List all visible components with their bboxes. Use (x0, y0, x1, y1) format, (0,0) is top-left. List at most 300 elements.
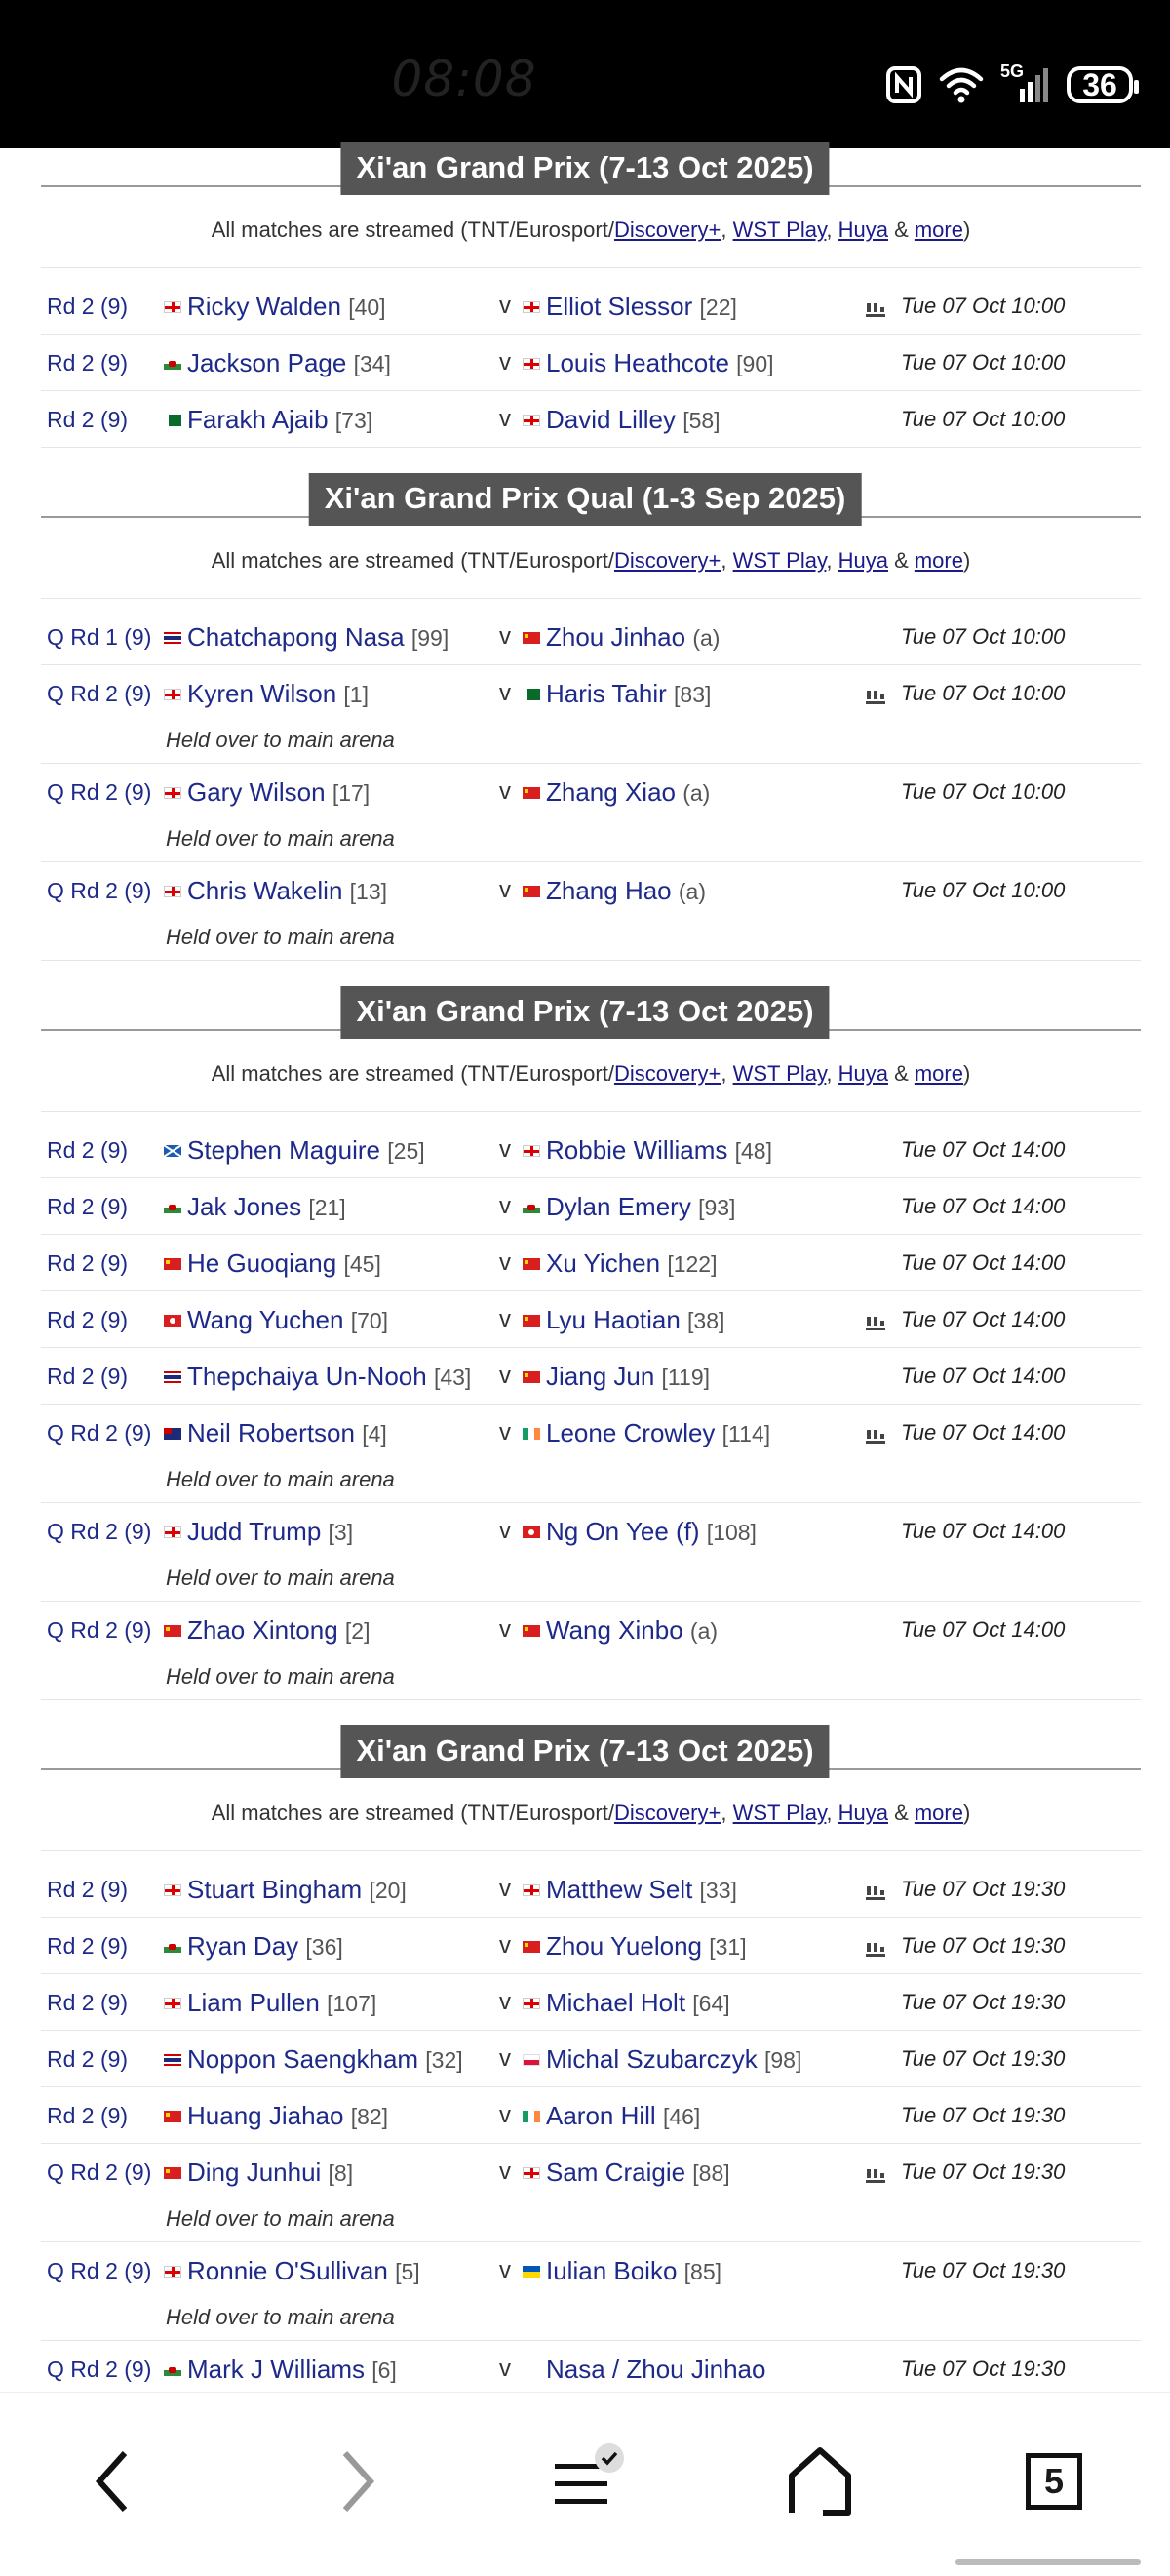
eng-flag-icon (523, 1884, 540, 1896)
wst-play-link[interactable]: WST Play (732, 1801, 827, 1825)
hkg-flag-icon (523, 1526, 540, 1538)
match-row (41, 1861, 1141, 1918)
player1-name[interactable]: Liam Pullen (187, 1988, 320, 2017)
round-link[interactable]: Q Rd 1 (9) (47, 624, 152, 650)
stream-prefix: All matches are streamed (TNT/Eurosport/ (211, 548, 614, 573)
player1-name[interactable]: Jak Jones (187, 1192, 302, 1221)
player1-name[interactable]: Farakh Ajaib (187, 405, 329, 434)
player2-rank: [64] (692, 1991, 730, 2016)
player2-rank: [22] (699, 295, 737, 320)
player2 (523, 679, 711, 709)
chn-flag-icon (523, 1315, 540, 1327)
more-link[interactable]: more (914, 548, 963, 573)
versus: v (499, 623, 511, 650)
tv-icon (866, 2161, 885, 2191)
round-link[interactable]: Q Rd 2 (9) (47, 878, 152, 903)
versus: v (499, 1193, 511, 1219)
versus: v (499, 680, 511, 706)
round-link[interactable]: Rd 2 (9) (47, 1137, 129, 1163)
player2-rank: (a) (692, 625, 721, 651)
match-time: Tue 07 Oct 14:00 (901, 1194, 1066, 1218)
wal-flag-icon (523, 1202, 540, 1213)
round-link[interactable]: Q Rd 2 (9) (47, 1420, 152, 1446)
player1 (164, 1248, 381, 1279)
stream-sep: , (721, 1801, 733, 1825)
player1-name[interactable]: Kyren Wilson (187, 679, 337, 708)
nfc-icon (885, 65, 922, 104)
player2-name[interactable]: Matthew Selt (546, 1875, 693, 1904)
discovery-link[interactable]: Discovery+ (613, 218, 722, 242)
player1 (164, 2158, 353, 2188)
chn-flag-icon (523, 1371, 540, 1383)
player1-rank: [43] (433, 1365, 472, 1390)
player1-name[interactable]: Stephen Maguire (187, 1135, 381, 1165)
eng-flag-icon (523, 1145, 540, 1157)
stream-sep: , (826, 548, 838, 573)
tv-icon (866, 296, 885, 325)
irl-flag-icon (523, 1428, 540, 1440)
player2 (523, 1931, 747, 1962)
match-note: Held over to main arena (166, 1565, 395, 1590)
wst-play-link[interactable]: WST Play (732, 548, 827, 573)
wal-flag-icon (164, 358, 181, 370)
tha-flag-icon (164, 2054, 181, 2066)
menu-button[interactable] (542, 2437, 630, 2525)
player2-name[interactable]: Ng On Yee (f) (546, 1517, 700, 1546)
player2-name[interactable]: Michael Holt (546, 1988, 686, 2017)
match-row (41, 2031, 1141, 2087)
player2 (523, 1875, 737, 1905)
player1-rank: [20] (369, 1878, 407, 1903)
versus: v (499, 877, 511, 903)
player2-name[interactable]: Nasa / Zhou Jinhao (546, 2355, 766, 2384)
match-row (41, 335, 1141, 391)
stream-sep: , (721, 1061, 733, 1086)
stream-suffix: ) (962, 548, 971, 573)
player1-name[interactable]: Mark J Williams (187, 2355, 365, 2384)
forward-arrow-icon (332, 2447, 380, 2516)
battery-icon (1067, 66, 1133, 103)
stream-suffix: ) (962, 1801, 971, 1825)
player2-name[interactable]: Zhang Xiao (546, 777, 676, 807)
round-link[interactable]: Q Rd 2 (9) (47, 1617, 152, 1643)
match-time: Tue 07 Oct 14:00 (901, 1364, 1066, 1388)
player2-rank: (a) (689, 1618, 719, 1644)
huya-link[interactable]: Huya (838, 1061, 888, 1086)
player2-rank: (a) (678, 879, 707, 904)
player2-name[interactable]: Zhou Yuelong (546, 1931, 702, 1961)
chn-flag-icon (523, 787, 540, 799)
match-note: Held over to main arena (166, 1664, 395, 1688)
stream-info (41, 1782, 1141, 1851)
round-link[interactable]: Q Rd 2 (9) (47, 681, 152, 706)
player2-rank: [83] (674, 682, 712, 707)
eng-flag-icon (164, 1998, 181, 2009)
stream-prefix: All matches are streamed (TNT/Eurosport/ (211, 1801, 614, 1825)
player2-name[interactable]: Aaron Hill (546, 2101, 656, 2130)
chn-flag-icon (164, 1625, 181, 1637)
more-link[interactable]: more (914, 1061, 963, 1086)
player2-name[interactable]: Elliot Slessor (546, 292, 693, 321)
network-type: 5G (1000, 61, 1025, 81)
match-time: Tue 07 Oct 10:00 (901, 350, 1066, 375)
stream-info (41, 199, 1141, 268)
player2 (523, 876, 706, 906)
eng-flag-icon (523, 1998, 540, 2009)
wst-play-link[interactable]: WST Play (732, 1061, 827, 1086)
eng-flag-icon (523, 358, 540, 370)
versus: v (499, 1989, 511, 2015)
player1 (164, 292, 386, 322)
sco-flag-icon (164, 1145, 181, 1157)
chn-flag-icon (164, 1258, 181, 1270)
player2-rank: [93] (698, 1195, 736, 1220)
versus: v (499, 2257, 511, 2283)
match-time: Tue 07 Oct 10:00 (901, 681, 1066, 705)
eng-flag-icon (164, 886, 181, 897)
player1-rank: [25] (387, 1138, 425, 1164)
match-row (41, 1602, 1141, 1700)
round-link[interactable]: Q Rd 2 (9) (47, 2160, 152, 2185)
player2-rank: [98] (763, 2047, 802, 2073)
player2-name[interactable]: Iulian Boiko (546, 2256, 678, 2285)
match-time: Tue 07 Oct 10:00 (901, 878, 1066, 902)
player1-rank: [99] (410, 625, 449, 651)
match-time: Tue 07 Oct 10:00 (901, 779, 1066, 804)
player1-name[interactable]: He Guoqiang (187, 1248, 337, 1278)
player2-name[interactable]: Xu Yichen (546, 1248, 661, 1278)
player1-name[interactable]: Ricky Walden (187, 292, 341, 321)
wal-flag-icon (164, 1941, 181, 1953)
player1 (164, 2256, 420, 2286)
player2 (523, 1192, 735, 1222)
huya-link[interactable]: Huya (838, 548, 888, 573)
browser-bottom-nav (0, 2392, 1170, 2576)
stream-info (41, 1043, 1141, 1112)
round-link[interactable]: Rd 2 (9) (47, 1933, 129, 1959)
player1 (164, 1418, 387, 1448)
match-row (41, 862, 1141, 961)
match-row (41, 1348, 1141, 1405)
irl-flag-icon (523, 2111, 540, 2122)
versus: v (499, 2102, 511, 2128)
tv-icon (866, 1935, 885, 1964)
round-link[interactable]: Rd 2 (9) (47, 350, 129, 376)
versus: v (499, 2045, 511, 2072)
player2 (523, 2044, 801, 2075)
chn-flag-icon (523, 1625, 540, 1637)
player1-name[interactable]: Neil Robertson (187, 1418, 355, 1447)
player2-name[interactable]: Michal Szubarczyk (546, 2044, 758, 2074)
discovery-link[interactable]: Discovery+ (613, 1061, 722, 1086)
player2 (523, 1135, 772, 1166)
match-row (41, 2144, 1141, 2242)
match-time: Tue 07 Oct 19:30 (901, 2103, 1066, 2127)
stream-sep: & (887, 548, 915, 573)
round-link[interactable]: Rd 2 (9) (47, 1194, 129, 1219)
match-time: Tue 07 Oct 10:00 (901, 407, 1066, 431)
versus: v (499, 406, 511, 432)
tha-flag-icon (164, 1371, 181, 1383)
player1-name[interactable]: Chris Wakelin (187, 876, 343, 905)
player2 (523, 1305, 724, 1335)
match-time: Tue 07 Oct 19:30 (901, 2357, 1066, 2381)
player2-rank: [108] (706, 1520, 757, 1545)
match-note: Held over to main arena (166, 728, 395, 752)
match-row (41, 1122, 1141, 1178)
round-link[interactable]: Rd 2 (9) (47, 1307, 129, 1332)
player2 (523, 1248, 717, 1279)
player2 (523, 2101, 700, 2131)
match-note: Held over to main arena (166, 925, 395, 949)
home-indicator[interactable] (956, 2559, 1141, 2565)
player2-rank: [122] (667, 1251, 718, 1277)
round-link[interactable]: Rd 2 (9) (47, 2046, 129, 2072)
player2-name[interactable]: Louis Heathcote (546, 348, 729, 377)
player2-name[interactable]: Jiang Jun (546, 1362, 655, 1391)
player1-rank: [13] (349, 879, 388, 904)
chn-flag-icon (523, 1258, 540, 1270)
match-time: Tue 07 Oct 19:30 (901, 1990, 1066, 2014)
match-row (41, 665, 1141, 764)
stream-sep: & (887, 218, 915, 242)
match-row (41, 1503, 1141, 1602)
wal-flag-icon (164, 2364, 181, 2376)
chn-flag-icon (164, 2111, 181, 2122)
player1-name[interactable]: Judd Trump (187, 1517, 322, 1546)
match-time: Tue 07 Oct 19:30 (901, 1933, 1066, 1958)
player2-rank: [31] (709, 1934, 747, 1960)
player2 (523, 2256, 722, 2286)
more-link[interactable]: more (914, 218, 963, 242)
player2-rank: [46] (662, 2104, 701, 2129)
player1 (164, 2044, 463, 2075)
match-note: Held over to main arena (166, 826, 395, 851)
round-link[interactable]: Q Rd 2 (9) (47, 2357, 152, 2382)
back-arrow-icon (90, 2447, 138, 2516)
player2-rank: [48] (734, 1138, 772, 1164)
chn-flag-icon (523, 632, 540, 644)
player1-rank: [21] (308, 1195, 346, 1220)
more-link[interactable]: more (914, 1801, 963, 1825)
player1 (164, 1192, 346, 1222)
huya-link[interactable]: Huya (838, 218, 888, 242)
home-icon (784, 2444, 856, 2518)
player2-rank: (a) (682, 780, 711, 806)
tabs-button[interactable] (1010, 2437, 1098, 2525)
stream-prefix: All matches are streamed (TNT/Eurosport/ (211, 1061, 614, 1086)
player2-rank: [90] (736, 351, 774, 376)
round-link[interactable]: Rd 2 (9) (47, 1877, 129, 1902)
player1-rank: [1] (343, 682, 369, 707)
player2 (523, 1517, 757, 1547)
versus: v (499, 2356, 511, 2382)
stream-suffix: ) (962, 1061, 971, 1086)
eng-flag-icon (164, 1884, 181, 1896)
forward-button[interactable] (312, 2437, 400, 2525)
match-time: Tue 07 Oct 10:00 (901, 624, 1066, 649)
eng-flag-icon (164, 689, 181, 700)
player1-rank: [4] (362, 1421, 387, 1447)
player1 (164, 1305, 388, 1335)
back-button[interactable] (70, 2437, 158, 2525)
match-row (41, 391, 1141, 448)
player1 (164, 1135, 425, 1166)
versus: v (499, 1306, 511, 1332)
match-time: Tue 07 Oct 10:00 (901, 294, 1066, 318)
player2-rank: [114] (722, 1421, 771, 1447)
player2-name[interactable]: Zhou Jinhao (546, 622, 686, 652)
round-link[interactable]: Rd 2 (9) (47, 407, 129, 432)
tv-icon (866, 683, 885, 712)
player1-name[interactable]: Stuart Bingham (187, 1875, 363, 1904)
discovery-link[interactable]: Discovery+ (613, 548, 722, 573)
tab-count: 5 (1026, 2453, 1082, 2510)
aus-flag-icon (164, 1428, 181, 1440)
player1-name[interactable]: Jackson Page (187, 348, 347, 377)
player1 (164, 1988, 376, 2018)
section-title: Xi'an Grand Prix Qual (1-3 Sep 2025) (309, 473, 862, 526)
versus: v (499, 1136, 511, 1163)
tournament-section (0, 986, 1170, 1700)
pak-flag-icon (523, 689, 540, 700)
player2-name[interactable]: Robbie Williams (546, 1135, 728, 1165)
eng-flag-icon (164, 787, 181, 799)
player2-name[interactable]: Leone Crowley (546, 1418, 716, 1447)
player1 (164, 777, 370, 808)
tv-icon (866, 1422, 885, 1451)
player2-name[interactable]: Haris Tahir (546, 679, 667, 708)
player2 (523, 2158, 730, 2188)
player1-rank: [34] (353, 351, 391, 376)
stream-sep: , (826, 218, 838, 242)
versus: v (499, 778, 511, 805)
match-time: Tue 07 Oct 14:00 (901, 1307, 1066, 1331)
match-note: Held over to main arena (166, 2206, 395, 2231)
player1 (164, 405, 372, 435)
player2-name[interactable]: Wang Xinbo (546, 1615, 683, 1645)
round-link[interactable]: Rd 2 (9) (47, 1364, 129, 1389)
player2 (523, 622, 720, 653)
player1-name[interactable]: Thepchaiya Un-Nooh (187, 1362, 427, 1391)
match-row (41, 1178, 1141, 1235)
player1-name[interactable]: Wang Yuchen (187, 1305, 344, 1334)
player1-rank: [8] (328, 2160, 354, 2186)
wal-flag-icon (164, 1202, 181, 1213)
versus: v (499, 1518, 511, 1544)
eng-flag-icon (523, 415, 540, 426)
player2-name[interactable]: Zhang Hao (546, 876, 672, 905)
huya-link[interactable]: Huya (838, 1801, 888, 1825)
section-header (0, 1725, 1170, 1782)
match-row (41, 764, 1141, 862)
match-time: Tue 07 Oct 19:30 (901, 2046, 1066, 2071)
chn-flag-icon (523, 886, 540, 897)
match-time: Tue 07 Oct 19:30 (901, 2258, 1066, 2282)
round-link[interactable]: Q Rd 2 (9) (47, 2258, 152, 2283)
match-time: Tue 07 Oct 14:00 (901, 1617, 1066, 1642)
player1 (164, 876, 387, 906)
player1-name[interactable]: Ding Junhui (187, 2158, 322, 2187)
player1 (164, 1517, 353, 1547)
round-link[interactable]: Rd 2 (9) (47, 294, 129, 319)
player1-name[interactable]: Huang Jiahao (187, 2101, 344, 2130)
player1-rank: [3] (328, 1520, 354, 1545)
player2-name[interactable]: Sam Craigie (546, 2158, 686, 2187)
round-link[interactable]: Q Rd 2 (9) (47, 779, 152, 805)
player1-rank: [107] (327, 1991, 377, 2016)
discovery-link[interactable]: Discovery+ (613, 1801, 722, 1825)
player1-rank: [32] (425, 2047, 463, 2073)
wifi-icon (938, 65, 985, 104)
round-link[interactable]: Rd 2 (9) (47, 2103, 129, 2128)
round-link[interactable]: Rd 2 (9) (47, 1250, 129, 1276)
hkg-flag-icon (164, 1315, 181, 1327)
tha-flag-icon (164, 632, 181, 644)
stream-suffix: ) (962, 218, 971, 242)
round-link[interactable]: Q Rd 2 (9) (47, 1519, 152, 1544)
player2 (523, 777, 710, 808)
wst-play-link[interactable]: WST Play (732, 218, 827, 242)
round-link[interactable]: Rd 2 (9) (47, 1990, 129, 2015)
status-bar (0, 0, 1170, 148)
pak-flag-icon (164, 415, 181, 426)
versus: v (499, 1363, 511, 1389)
player2-name[interactable]: Lyu Haotian (546, 1305, 681, 1334)
eng-flag-icon (523, 301, 540, 313)
match-time: Tue 07 Oct 14:00 (901, 1137, 1066, 1162)
player2-name[interactable]: Dylan Emery (546, 1192, 691, 1221)
match-row (41, 1235, 1141, 1291)
match-row (41, 1918, 1141, 1974)
player2-rank: [119] (661, 1365, 710, 1390)
player1-name[interactable]: Gary Wilson (187, 777, 326, 807)
player1-name[interactable]: Zhao Xintong (187, 1615, 338, 1645)
versus: v (499, 1616, 511, 1643)
schedule-content (0, 148, 1170, 2392)
player1 (164, 679, 369, 709)
match-note: Held over to main arena (166, 1467, 395, 1491)
stream-info (41, 530, 1141, 599)
section-header (0, 986, 1170, 1043)
player1 (164, 2101, 388, 2131)
player1 (164, 1875, 407, 1905)
player1-name[interactable]: Ryan Day (187, 1931, 299, 1961)
stream-sep: & (887, 1801, 915, 1825)
tournament-section (0, 142, 1170, 448)
player2-name[interactable]: David Lilley (546, 405, 676, 434)
match-time: Tue 07 Oct 14:00 (901, 1519, 1066, 1543)
match-row (41, 2242, 1141, 2341)
home-button[interactable] (776, 2437, 864, 2525)
section-header (0, 473, 1170, 530)
player2 (523, 405, 721, 435)
section-title: Xi'an Grand Prix (7-13 Oct 2025) (340, 986, 829, 1039)
player1-name[interactable]: Chatchapong Nasa (187, 622, 405, 652)
stream-sep: & (887, 1061, 915, 1086)
versus: v (499, 1876, 511, 1902)
player1-name[interactable]: Noppon Saengkham (187, 2044, 419, 2074)
match-time: Tue 07 Oct 14:00 (901, 1420, 1066, 1445)
player1-rank: [73] (334, 408, 373, 433)
stream-sep: , (826, 1061, 838, 1086)
stream-sep: , (721, 218, 733, 242)
player2 (523, 1988, 730, 2018)
player1-rank: [36] (305, 1934, 343, 1960)
match-row (41, 2087, 1141, 2144)
player2 (523, 348, 774, 378)
player1-name[interactable]: Ronnie O'Sullivan (187, 2256, 388, 2285)
